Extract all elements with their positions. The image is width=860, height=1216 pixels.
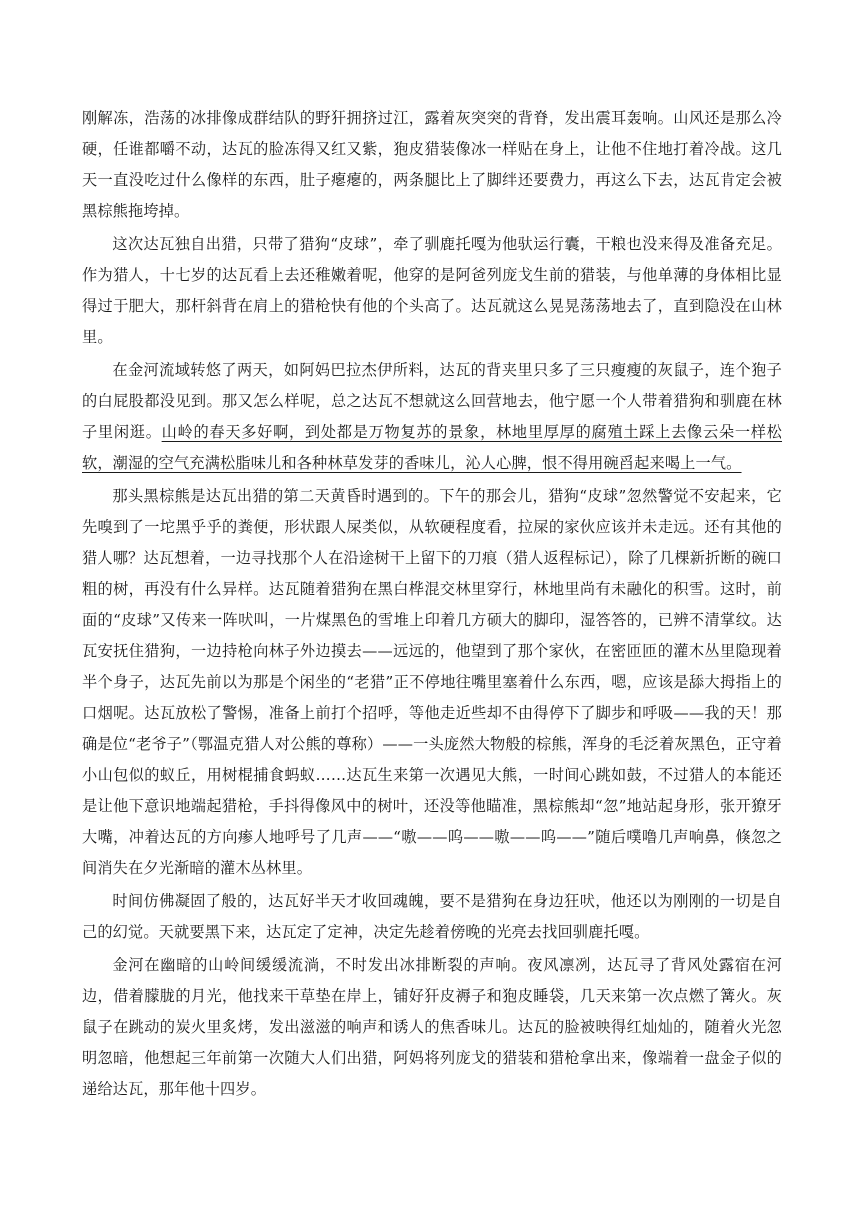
paragraph-3 <box>82 355 782 479</box>
paragraph-3-text: 在金河流域转悠了两天，如阿妈巴拉杰伊所料，达瓦的背夹里只多了三只瘦瘦的灰鼠子，连个狍子的白屁股都没见到。那又怎么样呢，总之达瓦不想就这么回营地去，他宁愿一个人带着猎狗和驯鹿在林子里闲逛。 <box>82 361 782 441</box>
paragraph-6: 金河在幽暗的山岭间缓缓流淌，不时发出冰排断裂的声响。夜风凛冽，达瓦寻了背风处露宿在河边，借着朦胧的月光，他找来干草垫在岸上，铺好犴皮褥子和狍皮睡袋，几天来第一次点燃了篝火。灰鼠子在跳动的炭火里炙烤，发出滋滋的响声和诱人的焦香味儿。达瓦的脸被映得红灿灿的，随着火光忽明忽暗，他想起三年前第一次随大人们出猎，阿妈将列庞戈的猎装和猎枪拿出来，像端着一盘金子似的递给达瓦，那年他十四岁。 <box>82 956 782 1098</box>
article-body <box>82 103 782 1107</box>
paragraph-4: 那头黑棕熊是达瓦出猎的第二天黄昏时遇到的。下午的那会儿，猎狗“皮球”忽然警觉不安起来，它先嗅到了一坨黑乎乎的粪便，形状跟人屎类似，从软硬程度看，拉屎的家伙应该并未走远。还有其他的猎人哪？达瓦想着，一边寻找那个人在沿途树干上留下的刀痕（猎人返程标记），除了几棵新折断的碗口粗的树，再没有什么异样。达瓦随着猎狗在黑白桦混交林里穿行，林地里尚有未融化的积雪。这时，前面的“皮球”又传来一阵吠叫，一片煤黑色的雪堆上印着几方硕大的脚印，湿答答的，已辨不清掌纹。达瓦安抚住猎狗，一边持枪向林子外边摸去——远远的，他望到了那个家伙，在密匝匝的灌木丛里隐现着半个身子，达瓦先前以为那是个闲坐的“老猎”正不停地往嘴里塞着什么东西，嗯，应该是舔大拇指上的口烟呢。达瓦放松了警惕，准备上前打个招呼，等他走近些却不由得停下了脚步和呼吸——我的天！那确是位“老爷子”（鄂温克猎人对公熊的尊称）——一头庞然大物般的棕熊，浑身的毛泛着灰黑色，正守着小山包似的蚁丘，用树棍捕食蚂蚁……达瓦生来第一次遇见大熊，一时间心跳如鼓，不过猎人的本能还是让他下意识地端起猎枪，手抖得像风中的树叶，还没等他瞄准，黑棕熊却“忽”地站起身形，张开獠牙大嘴，冲着达瓦的方向瘆人地呼号了几声——“嗷——呜——嗷——呜——”随后噗噜几声响鼻，倏忽之间消失在夕光渐暗的灌木丛林里。 <box>82 487 782 877</box>
paragraph-1: 刚解冻，浩荡的冰排像成群结队的野犴拥挤过江，露着灰突突的背脊，发出震耳轰响。山风还是那么冷硬，任谁都嚼不动，达瓦的脸冻得又红又紫，狍皮猎装像冰一样贴在身上，让他不住地打着冷战。这几天一直没吃过什么像样的东西，肚子瘪瘪的，两条腿比上了脚绊还要费力，再这么下去，达瓦肯定会被黑棕熊拖垮掉。 <box>82 109 782 220</box>
underlined-sentence: 山岭的春天多好啊，到处都是万物复苏的景象，林地里厚厚的腐殖土踩上去像云朵一样松软，潮湿的空气充满松脂味儿和各种林草发芽的香味儿，沁人心脾，恨不得用碗舀起来喝上一气。 <box>82 423 783 472</box>
paragraph-2: 这次达瓦独自出猎，只带了猎狗“皮球”，牵了驯鹿托嘎为他驮运行囊，干粮也没来得及准备充足。作为猎人，十七岁的达瓦看上去还稚嫩着呢，他穿的是阿爸列庞戈生前的猎装，与他单薄的身体相比显得过于肥大，那杆斜背在肩上的猎枪快有他的个头高了。达瓦就这么晃晃荡荡地去了，直到隐没在山林里。 <box>82 235 782 346</box>
paragraph-5: 时间仿佛凝固了般的，达瓦好半天才收回魂魄，要不是猎狗在身边狂吠，他还以为刚刚的一切是自己的幻觉。天就要黑下来，达瓦定了定神，决定先趁着傍晚的光亮去找回驯鹿托嘎。 <box>82 892 782 941</box>
